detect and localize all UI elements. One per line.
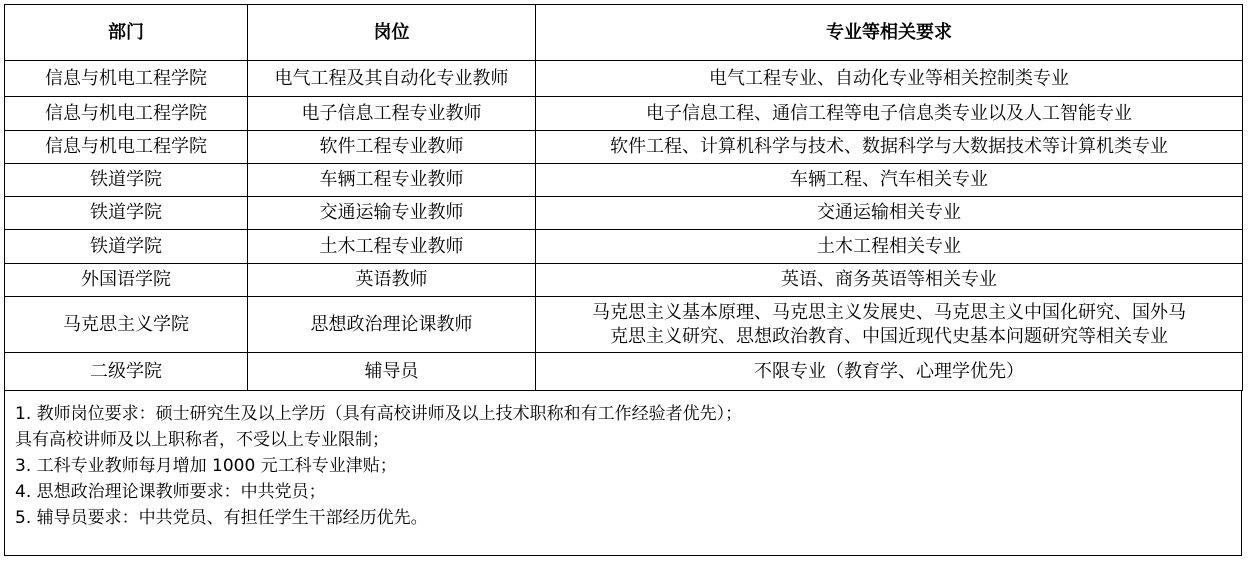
header-position: 岗位 bbox=[248, 5, 536, 61]
requirement-cell: 电气工程专业、自动化专业等相关控制类专业 bbox=[536, 61, 1243, 97]
requirement-cell: 英语、商务英语等相关专业 bbox=[536, 264, 1243, 297]
requirement-line: 克思主义研究、思想政治教育、中国近现代史基本问题研究等相关专业 bbox=[610, 325, 1168, 347]
requirement-cell: 交通运输相关专业 bbox=[536, 197, 1243, 230]
table-row bbox=[5, 353, 1243, 391]
dept-cell: 铁道学院 bbox=[5, 230, 248, 264]
position-cell: 软件工程专业教师 bbox=[248, 131, 536, 164]
header-row bbox=[5, 5, 1243, 61]
note-line: 4. 思想政治理论课教师要求：中共党员； bbox=[15, 482, 326, 502]
dept-cell: 信息与机电工程学院 bbox=[5, 61, 248, 97]
position-cell: 土木工程专业教师 bbox=[248, 230, 536, 264]
position-cell: 电气工程及其自动化专业教师 bbox=[248, 61, 536, 97]
note-line: 3. 工科专业教师每月增加 1000 元工科专业津贴； bbox=[15, 456, 397, 476]
table-row bbox=[5, 264, 1243, 297]
position-cell: 电子信息工程专业教师 bbox=[248, 97, 536, 131]
table-row bbox=[5, 97, 1243, 131]
table-row bbox=[5, 61, 1243, 97]
note-line: 1. 教师岗位要求：硕士研究生及以上学历（具有高校讲师及以上技术职称和有工作经验者优先）； bbox=[15, 404, 743, 424]
recruitment-table-sheet bbox=[4, 4, 1242, 562]
dept-cell: 铁道学院 bbox=[5, 197, 248, 230]
recruitment-table bbox=[4, 4, 1243, 391]
dept-cell: 信息与机电工程学院 bbox=[5, 131, 248, 164]
table-row bbox=[5, 131, 1243, 164]
table-row bbox=[5, 297, 1243, 353]
note-line: 5. 辅导员要求：中共党员、有担任学生干部经历优先。 bbox=[15, 508, 428, 528]
header-requirement: 专业等相关要求 bbox=[536, 5, 1243, 61]
header-dept: 部门 bbox=[5, 5, 248, 61]
table-row bbox=[5, 164, 1243, 197]
table-row bbox=[5, 197, 1243, 230]
requirement-cell: 软件工程、计算机科学与技术、数据科学与大数据技术等计算机类专业 bbox=[536, 131, 1243, 164]
position-cell: 英语教师 bbox=[248, 264, 536, 297]
requirement-cell bbox=[536, 297, 1243, 353]
position-cell: 交通运输专业教师 bbox=[248, 197, 536, 230]
dept-cell: 铁道学院 bbox=[5, 164, 248, 197]
dept-cell: 二级学院 bbox=[5, 353, 248, 391]
requirement-cell: 电子信息工程、通信工程等电子信息类专业以及人工智能专业 bbox=[536, 97, 1243, 131]
position-cell: 思想政治理论课教师 bbox=[248, 297, 536, 353]
position-cell: 车辆工程专业教师 bbox=[248, 164, 536, 197]
requirement-line: 马克思主义基本原理、马克思主义发展史、马克思主义中国化研究、国外马 bbox=[592, 301, 1186, 323]
requirement-cell: 土木工程相关专业 bbox=[536, 230, 1243, 264]
dept-cell: 外国语学院 bbox=[5, 264, 248, 297]
requirement-cell: 车辆工程、汽车相关专业 bbox=[536, 164, 1243, 197]
dept-cell: 马克思主义学院 bbox=[5, 297, 248, 353]
table-row bbox=[5, 230, 1243, 264]
dept-cell: 信息与机电工程学院 bbox=[5, 97, 248, 131]
position-cell: 辅导员 bbox=[248, 353, 536, 391]
notes-section bbox=[4, 391, 1242, 556]
requirement-cell: 不限专业（教育学、心理学优先） bbox=[536, 353, 1243, 391]
note-line: 具有高校讲师及以上职称者，不受以上专业限制； bbox=[15, 430, 389, 450]
